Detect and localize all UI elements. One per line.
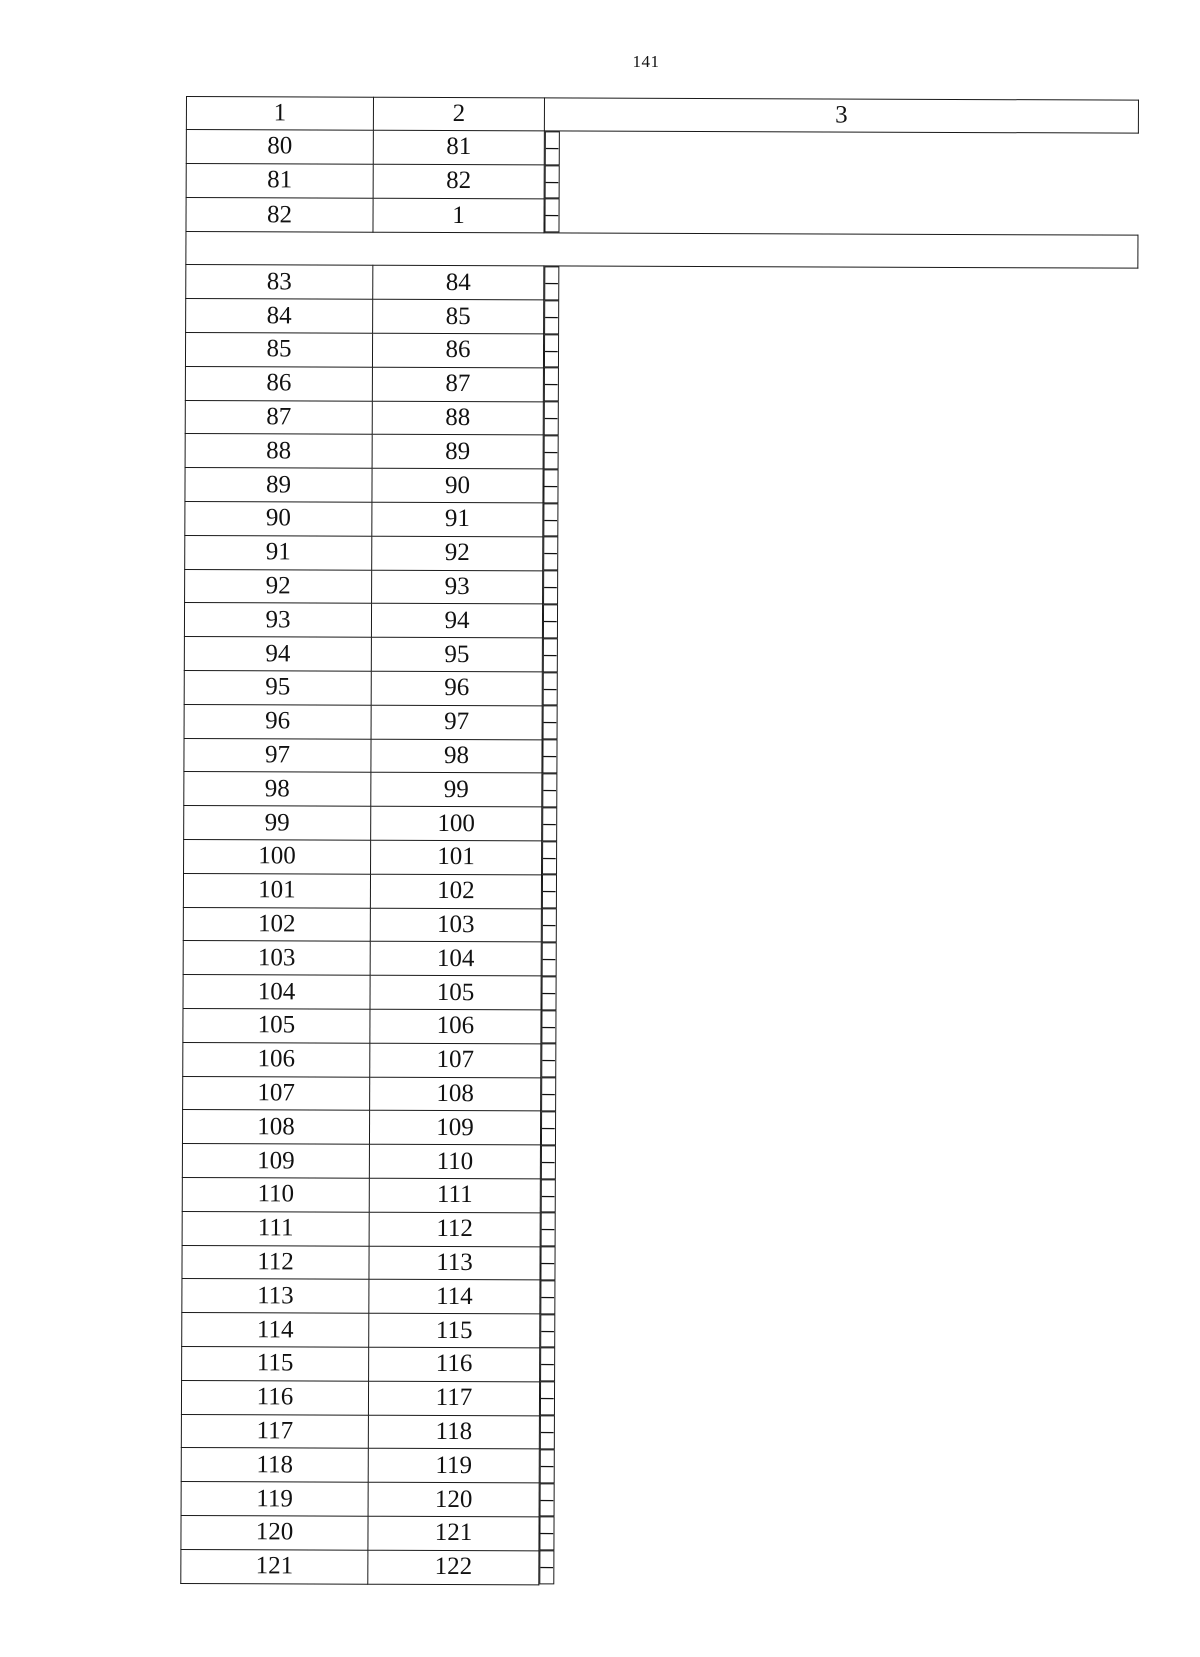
- table-cell-col-3: –: [544, 199, 559, 233]
- table-row: [184, 671, 1136, 708]
- table-row: [184, 637, 1136, 674]
- table-row: [185, 434, 1137, 471]
- table-cell-col-2: 93: [372, 570, 543, 604]
- table-cell-col-1: 114: [182, 1313, 369, 1348]
- table-cell-col-1: 96: [184, 704, 371, 739]
- table-cell-col-3: –: [541, 1044, 556, 1078]
- table-cell-col-3: –: [541, 1010, 556, 1044]
- table-row: [181, 1448, 1133, 1485]
- table-cell-col-1: 95: [184, 671, 371, 706]
- table-cell-col-3: –: [544, 435, 559, 469]
- table-row: [183, 1076, 1135, 1113]
- table-cell-col-1: 82: [186, 197, 373, 232]
- table-cell-col-3: –: [541, 1077, 556, 1111]
- table-cell-col-1: 86: [185, 366, 372, 401]
- table-cell-col-2: 121: [368, 1516, 539, 1550]
- table-cell-col-1: 90: [185, 502, 372, 537]
- table-cell-col-1: 97: [184, 738, 371, 773]
- table-row: [184, 840, 1136, 877]
- table-row: [183, 941, 1135, 978]
- table-cell-col-3: –: [542, 773, 557, 807]
- table-cell-col-1: 104: [183, 975, 370, 1010]
- table-cell-col-1: 117: [181, 1414, 368, 1449]
- table-row: [183, 975, 1135, 1012]
- table-cell-col-2: 109: [369, 1111, 540, 1145]
- table-cell-col-3: –: [543, 672, 558, 706]
- table-cell-col-3: –: [542, 875, 557, 909]
- table-cell-col-2: 118: [368, 1415, 539, 1449]
- table-cell-col-3: –: [540, 1483, 555, 1517]
- table-cell-col-2: 110: [369, 1144, 540, 1178]
- table-cell-col-3: –: [540, 1382, 555, 1416]
- table-cell-col-3: –: [539, 1517, 554, 1551]
- table-cell-col-2: 101: [371, 840, 542, 874]
- table-cell-col-2: 116: [369, 1347, 540, 1381]
- table-cell-col-2: 87: [372, 367, 543, 401]
- table-cell-col-1: 121: [181, 1549, 368, 1584]
- table-cell-col-1: 103: [183, 941, 370, 976]
- table-cell-col-1: 81: [186, 164, 373, 199]
- table-cell-col-3: –: [544, 334, 559, 368]
- table-cell-col-1: 119: [181, 1482, 368, 1517]
- table-cell-col-3: –: [543, 469, 558, 503]
- table-cell-col-1: 101: [183, 873, 370, 908]
- table-row: [181, 1380, 1133, 1417]
- table-cell-col-1: 92: [185, 569, 372, 604]
- table-cell-col-2: 119: [368, 1449, 539, 1483]
- table-row: [185, 468, 1137, 505]
- table-cell-col-2: 107: [370, 1043, 541, 1077]
- table-cell-col-3: –: [541, 1213, 556, 1247]
- table-cell-col-1: 111: [182, 1211, 369, 1246]
- table-cell-col-3: –: [541, 976, 556, 1010]
- table-cell-col-1: 83: [186, 264, 373, 299]
- table-cell-col-2: 105: [370, 975, 541, 1009]
- table-cell-col-1: 113: [182, 1279, 369, 1314]
- table-row: [185, 333, 1137, 370]
- table-cell-col-3: –: [542, 942, 557, 976]
- table-row: [186, 197, 1138, 235]
- table-cell-col-2: 114: [369, 1280, 540, 1314]
- table-cell-col-2: 84: [373, 265, 544, 300]
- table-cell-col-1: 88: [185, 434, 372, 469]
- table-cell-col-3: –: [542, 807, 557, 841]
- table-cell-col-3: –: [540, 1314, 555, 1348]
- table-cell-col-3: –: [540, 1449, 555, 1483]
- table-cell-col-2: 106: [370, 1009, 541, 1043]
- table-cell-col-2: 120: [368, 1482, 539, 1516]
- table-cell-col-3: –: [540, 1280, 555, 1314]
- table-cell-col-2: 90: [372, 468, 543, 502]
- table-cell-col-2: 100: [371, 806, 542, 840]
- table-cell-col-1: 84: [186, 299, 373, 334]
- column-header-2: 2: [373, 97, 544, 130]
- table-cell-col-3: –: [543, 638, 558, 672]
- table-row: [182, 1144, 1134, 1181]
- table-row: [182, 1177, 1134, 1214]
- table-cell-col-3: –: [544, 266, 559, 300]
- table-cell-col-1: 109: [182, 1144, 369, 1179]
- table-cell-col-1: 110: [182, 1177, 369, 1212]
- column-header-3: 3: [544, 98, 1138, 133]
- table-cell-col-2: 86: [372, 333, 543, 367]
- table-cell-col-2: 81: [373, 130, 544, 165]
- blank-separator-cell: [186, 232, 1138, 268]
- table-row: [186, 299, 1138, 336]
- table-cell-col-2: 111: [369, 1178, 540, 1212]
- table-cell-col-3: –: [545, 131, 560, 165]
- table-row: [183, 1009, 1135, 1046]
- table-row: [184, 738, 1136, 775]
- table-cell-col-1: 112: [182, 1245, 369, 1280]
- blank-separator-row: [186, 232, 1138, 268]
- table-cell-col-2: 91: [372, 502, 543, 536]
- table-cell-col-1: 105: [183, 1009, 370, 1044]
- table-cell-col-3: –: [543, 604, 558, 638]
- table-cell-col-3: –: [540, 1246, 555, 1280]
- table-cell-col-2: 99: [371, 773, 542, 807]
- table-cell-col-1: 102: [183, 907, 370, 942]
- table-cell-col-3: –: [543, 706, 558, 740]
- table-cell-col-2: 103: [370, 908, 541, 942]
- table-cell-col-1: 99: [184, 806, 371, 841]
- table-row: [185, 535, 1137, 572]
- table-cell-col-3: –: [544, 300, 559, 334]
- table-row: [184, 806, 1136, 843]
- table-cell-col-3: –: [541, 1145, 556, 1179]
- table-cell-col-3: –: [544, 368, 559, 402]
- table-row: [183, 907, 1135, 944]
- table-cell-col-2: 104: [370, 942, 541, 976]
- table-header-row: [186, 97, 1138, 133]
- table-row: [181, 1482, 1133, 1519]
- data-table: [180, 96, 1139, 1587]
- table-row: [184, 603, 1136, 640]
- table-cell-col-1: 80: [186, 129, 373, 164]
- table-row: [182, 1211, 1134, 1248]
- table-cell-col-1: 85: [185, 333, 372, 368]
- table-cell-col-3: –: [541, 1111, 556, 1145]
- table-row: [184, 772, 1136, 809]
- table-row: [181, 1414, 1133, 1451]
- table-cell-col-2: 92: [372, 536, 543, 570]
- table-cell-col-2: 85: [373, 299, 544, 333]
- table-row: [186, 129, 1138, 167]
- table-cell-col-3: –: [543, 503, 558, 537]
- table-row: [181, 1549, 1133, 1586]
- table-cell-col-1: 107: [183, 1076, 370, 1111]
- table-row: [182, 1346, 1134, 1383]
- table-cell-col-2: 113: [369, 1246, 540, 1280]
- table-cell-col-3: –: [542, 908, 557, 942]
- table-cell-col-1: 115: [182, 1346, 369, 1381]
- table-row: [185, 400, 1137, 437]
- page-number: 141: [632, 52, 660, 71]
- table-cell-col-2: 89: [372, 435, 543, 469]
- table-row: [183, 873, 1135, 910]
- table-cell-col-3: –: [543, 571, 558, 605]
- table-row: [182, 1313, 1134, 1350]
- table-cell-col-1: 94: [184, 637, 371, 672]
- table-cell-col-3: –: [541, 1179, 556, 1213]
- table-cell-col-3: –: [542, 740, 557, 774]
- table-cell-col-2: 115: [369, 1313, 540, 1347]
- table-row: [185, 502, 1137, 539]
- table-cell-col-1: 93: [184, 603, 371, 638]
- table-cell-col-2: 88: [372, 401, 543, 435]
- table-cell-col-2: 94: [371, 604, 542, 638]
- table-cell-col-2: 82: [373, 164, 544, 198]
- table-row: [182, 1245, 1134, 1282]
- table-cell-col-3: –: [545, 165, 560, 199]
- table-row: [182, 1279, 1134, 1316]
- table-cell-col-1: 100: [184, 840, 371, 875]
- table-row: [182, 1110, 1134, 1147]
- table-cell-col-3: –: [543, 537, 558, 571]
- table-cell-col-3: –: [540, 1415, 555, 1449]
- table-cell-col-2: 112: [369, 1212, 540, 1246]
- table-cell-col-1: 91: [185, 535, 372, 570]
- table-cell-col-2: 1: [373, 198, 544, 233]
- table-cell-col-1: 106: [183, 1042, 370, 1077]
- table-row: [184, 704, 1136, 741]
- table-row: [183, 1042, 1135, 1079]
- table-cell-col-1: 116: [181, 1380, 368, 1415]
- table-row: [185, 366, 1137, 403]
- table-cell-col-1: 87: [185, 400, 372, 435]
- table-cell-col-3: –: [542, 841, 557, 875]
- table-cell-col-2: 96: [371, 671, 542, 705]
- table-cell-col-1: 108: [182, 1110, 369, 1145]
- table-row: [186, 264, 1138, 302]
- table-cell-col-3: –: [539, 1551, 554, 1585]
- table-cell-col-2: 122: [368, 1550, 539, 1584]
- table-cell-col-1: 118: [181, 1448, 368, 1483]
- table-cell-col-1: 120: [181, 1515, 368, 1550]
- column-header-1: 1: [186, 97, 373, 131]
- table-cell-col-3: –: [544, 402, 559, 436]
- table-cell-col-2: 97: [371, 705, 542, 739]
- table-cell-col-1: 98: [184, 772, 371, 807]
- table-cell-col-2: 95: [371, 637, 542, 671]
- table-cell-col-1: 89: [185, 468, 372, 503]
- table-row: [181, 1515, 1133, 1552]
- table-cell-col-2: 117: [368, 1381, 539, 1415]
- table-cell-col-2: 108: [370, 1077, 541, 1111]
- table-cell-col-2: 102: [370, 874, 541, 908]
- table-cell-col-3: –: [540, 1348, 555, 1382]
- table-cell-col-2: 98: [371, 739, 542, 773]
- table-row: [185, 569, 1137, 606]
- table-row: [186, 164, 1138, 201]
